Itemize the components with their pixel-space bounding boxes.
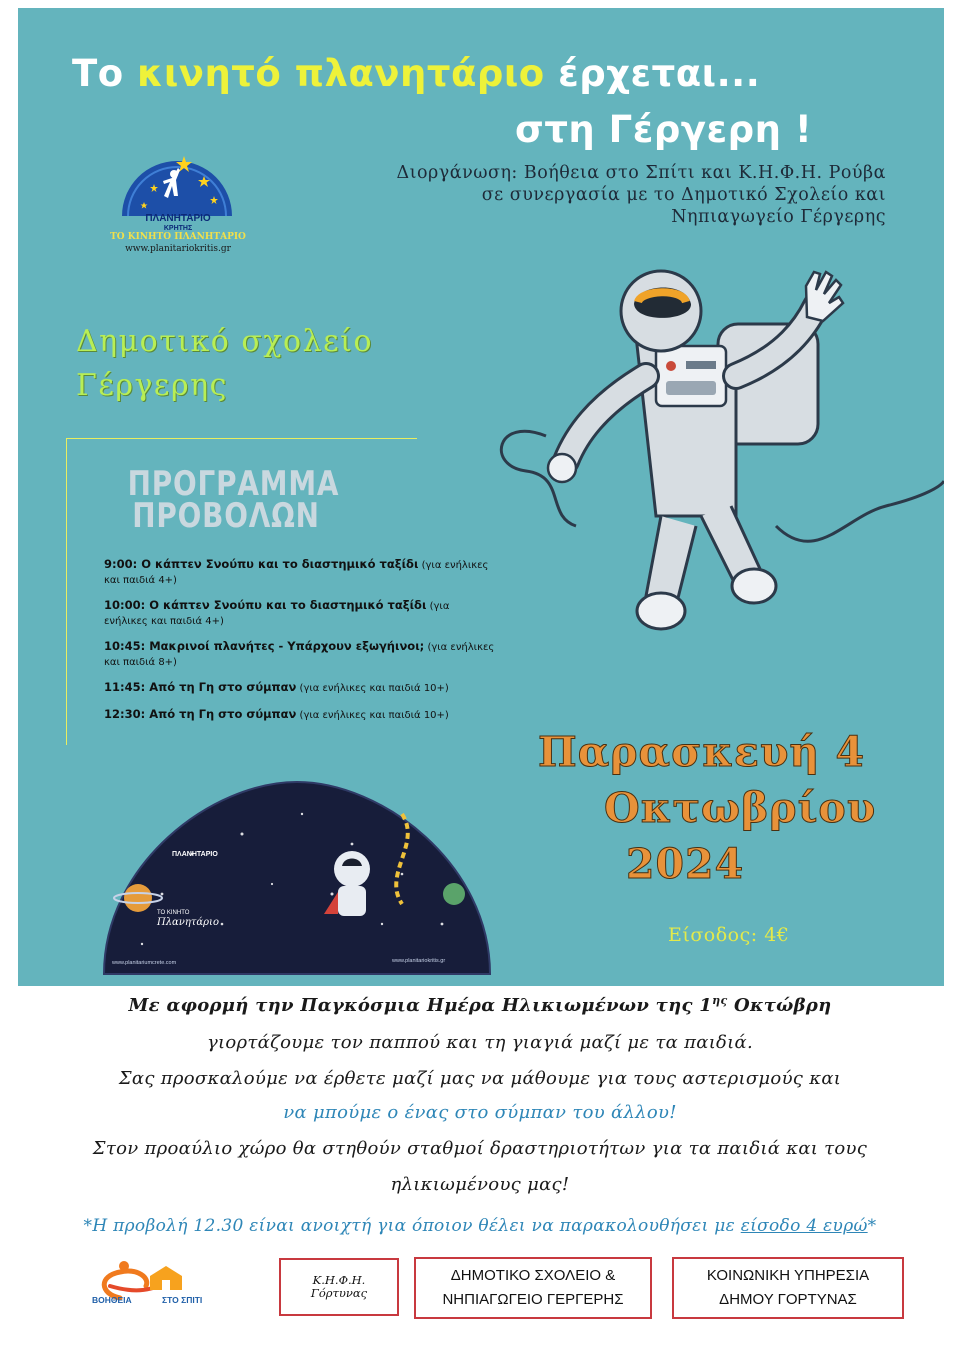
body-line1-text: Με αφορμή την Παγκόσμια Ημέρα Ηλικιωμένων της 1 [128,995,713,1016]
school-line2: Γέργερης [76,368,228,403]
school-line1: Δημοτικό σχολείο [76,324,374,359]
event-date-line2: Οκτωβρίου [604,784,877,832]
schedule-item-note: (για ενήλικες και παιδιά 10+) [296,683,449,694]
schedule-item-note: (για ενήλικες και παιδιά 4+) [104,560,489,586]
program-title-line2: ΠΡΟΒΟΛΩΝ [132,496,320,536]
schedule-item [104,681,496,696]
dome-brand: ΠΛΑΝΗΤΑΡΙΟ [172,851,218,858]
schedule-item [104,558,496,587]
title-highlight: κινητό πλανητάριο [137,52,545,95]
poster [18,8,944,986]
body-line5: Στον προαύλιο χώρο θα στηθούν σταθμοί δραστηριοτήτων για τα παιδιά και τους [92,1138,868,1159]
astronaut-illustration [486,266,944,658]
program-title [127,464,340,536]
body-line1-sup: ης [712,994,728,1007]
dome-label-line1: ΤΟ ΚΙΝΗΤΟ [157,910,190,916]
organizers-line3: Νηπιαγωγείο Γέργερης [671,207,886,227]
event-date [538,724,876,892]
organizers-block [396,162,886,228]
program-title-line1: ΠΡΟΓΡΑΜΜΑ [127,464,340,504]
footer-box3-line1: ΚΟΙΝΩΝΙΚΗ ΥΠΗΡΕΣΙΑ [706,1267,870,1284]
help-logo-text-left: ΒΟΗΘΕΙΑ [92,1295,132,1305]
dome-url-left: www.planitariumcrete.com [112,960,177,966]
title-part2: έρχεται... [544,52,761,95]
help-at-home-logo-icon [90,1258,230,1320]
schedule-item-note: (για ενήλικες και παιδιά 8+) [104,642,495,668]
planetarium-logo-name [110,214,246,234]
admission-note-underlined: είσοδο 4 ευρώ [740,1216,868,1236]
event-date-line3: 2024 [626,840,745,888]
planetarium-logo-subtitle: ΤΟ ΚΙΝΗΤΟ ΠΛΑΝΗΤΑΡΙΟ [110,232,246,242]
footer-box-khfh [279,1258,399,1316]
footer-box2-line1: ΔΗΜΟΤΙΚΟ ΣΧΟΛΕΙΟ & [450,1267,616,1284]
footer-box-school [414,1257,652,1319]
body-line6: ηλικιωμένους μας! [390,1174,570,1195]
footer-box1-line1: Κ.Η.Φ.Η. [312,1273,366,1287]
schedule-item-title: 10:00: Ο κάπτεν Σνούπυ και το διαστημικό ταξίδι [104,598,427,612]
logo-name-line1: ΠΛΑΝΗΤΑΡΙΟ [145,213,211,224]
dome-url-right: www.planitariokritis.gr [392,958,446,964]
schedule-item [104,599,496,628]
body-line3: Σας προσκαλούμε να έρθετε μαζί μας να μάθουμε για τους αστερισμούς και [118,1068,842,1089]
help-logo-text-right: ΣΤΟ ΣΠΙΤΙ [162,1295,203,1305]
footer-box1-line2: Γόρτυνας [310,1286,368,1300]
admission-note-text: *Η προβολή 12.30 είναι ανοιχτή για όποιον θέλει να παρακολουθήσει με [83,1216,741,1236]
schedule-list [104,558,496,734]
planetarium-logo-icon [118,146,236,222]
body-line4: να μπούμε ο ένας στο σύμπαν του άλλου! [283,1102,677,1123]
logo-name-line2: ΚΡΗΤΗΣ [163,225,193,232]
entry-fee: Είσοδος: 4€ [668,924,790,946]
title-part1: Το [72,52,138,95]
poster-title [72,52,760,95]
organizers-line2: σε συνεργασία με το Δημοτικό Σχολείο και [481,185,886,205]
body-line2: γιορτάζουμε τον παππού και τη γιαγιά μαζί με τα παιδιά. [206,1032,754,1053]
schedule-item-title: 9:00: Ο κάπτεν Σνούπυ και το διαστημικό ταξίδι [104,557,419,571]
schedule-item-title: 11:45: Από τη Γη στο σύμπαν [104,680,297,694]
schedule-item-note: (για ενήλικες και παιδιά 10+) [296,709,449,721]
schedule-item [104,708,496,723]
dome-label-line2: Πλανητάριο [157,917,219,928]
organizers-line1: Διοργάνωση: Βοήθεια στο Σπίτι και Κ.Η.Φ.Η. Ρούβα [396,163,886,183]
event-date-line1: Παρασκευή 4 [538,728,866,776]
body-line1-end: Οκτώβρη [727,995,832,1016]
schedule-item-title: 12:30: Από τη Γη στο σύμπαν [104,706,297,721]
schedule-item-note: (για ενήλικες και παιδιά 4+) [104,601,450,627]
footer-box-social-service [672,1257,904,1319]
schedule-item-title: 10:45: Μακρινοί πλανήτες - Υπάρχουν εξωγήινοι; [104,639,425,653]
footer-box3-line2: ΔΗΜΟΥ ΓΟΡΤΥΝΑΣ [719,1291,857,1308]
admission-note [0,1216,960,1236]
school-name [76,320,373,408]
footer-box2-line2: ΝΗΠΙΑΓΩΓΕΙΟ ΓΕΡΓΕΡΗΣ [442,1291,624,1308]
poster-title-line2: στη Γέργερη ! [515,108,813,151]
planetarium-logo-url: www.planitariokritis.gr [125,244,231,254]
dome-illustration [102,774,492,986]
schedule-item [104,640,496,669]
body-line1 [0,994,960,1016]
admission-note-end: * [867,1216,877,1236]
